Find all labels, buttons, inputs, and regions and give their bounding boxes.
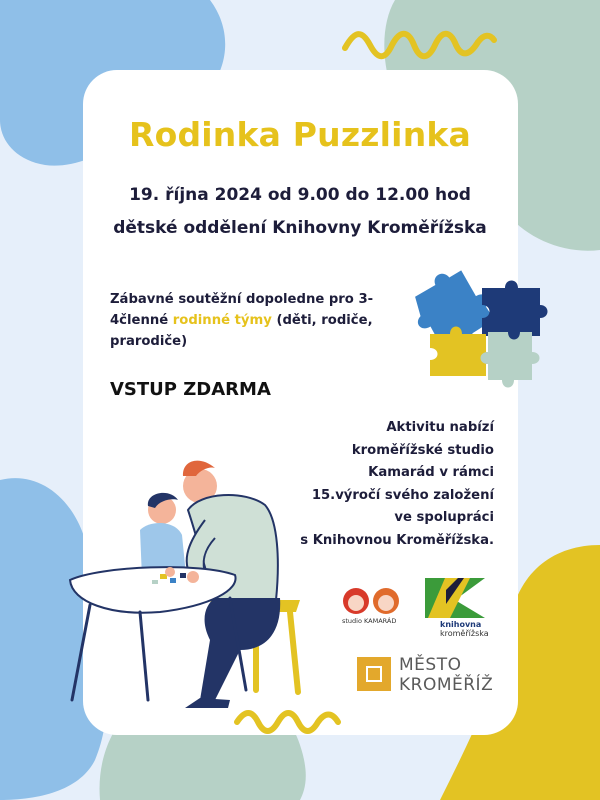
description-text: Zábavné soutěžní dopoledne pro 3-4členné — [110, 292, 374, 328]
event-venue: dětské oddělení Knihovny Kroměřížska — [113, 218, 487, 238]
organizer-line: ve spolupráci — [394, 510, 494, 525]
knihovna-sub: kroměřížska — [440, 629, 489, 638]
event-description — [110, 289, 410, 352]
organizer-line: Aktivitu nabízí — [386, 420, 494, 435]
yellow-squiggle-bottom — [237, 713, 338, 731]
city-line-1: MĚSTO — [399, 655, 462, 675]
organizer-line: kroměřížské studio — [351, 442, 494, 458]
event-date-time: 19. října 2024 od 9.00 do 12.00 hod — [129, 185, 471, 205]
puzzle-icon — [410, 266, 547, 387]
studio-kamarad-label: studio KAMARÁD — [342, 617, 397, 625]
mesto-kromeriz-label — [399, 655, 493, 695]
poster-title: Rodinka Puzzlinka — [128, 115, 472, 154]
knihovna-label — [440, 620, 489, 638]
description-text-end: (děti, rodiče, prarodiče) — [110, 313, 373, 349]
knihovna-logo — [425, 578, 485, 618]
admission-free: VSTUP ZDARMA — [110, 379, 271, 400]
organizer-line: Kamarád v rámci — [368, 465, 494, 480]
organizer-info — [234, 417, 494, 552]
organizer-line: 15.výročí svého založení — [311, 487, 494, 503]
city-line-2: KROMĚŘÍŽ — [399, 675, 494, 695]
description-highlight: rodinné týmy — [172, 313, 272, 328]
knihovna-name: knihovna — [440, 620, 482, 629]
studio-kamarad-logo — [343, 588, 399, 614]
organizer-line: s Knihovnou Kroměřížska. — [300, 532, 494, 548]
mesto-kromeriz-logo — [357, 657, 391, 691]
